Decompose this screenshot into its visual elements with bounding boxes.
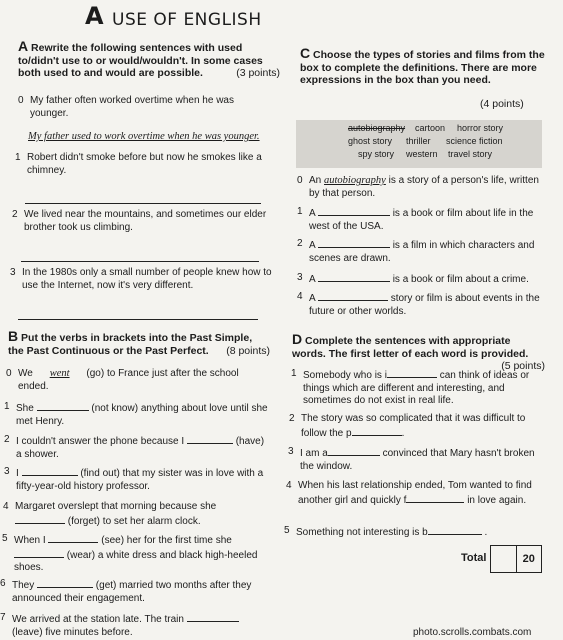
section-a-points: (3 points) — [236, 67, 280, 79]
section-d-item-2: 2 The story was so complicated that it was difficult to follow the p . — [289, 413, 526, 439]
example-answer-a: My father used to work overtime when he was younger. — [28, 131, 260, 142]
blank-d2[interactable] — [352, 426, 402, 436]
word-cartoon: cartoon — [415, 123, 446, 133]
blank-d3[interactable] — [328, 446, 380, 456]
blank-d5[interactable] — [428, 525, 482, 535]
blank-c3[interactable] — [318, 272, 390, 282]
section-b-item-2: 2 I couldn't answer the phone because I (have) a shower. — [4, 434, 265, 460]
section-c-points: (4 points) — [480, 98, 524, 110]
section-b-item-5: 5 When I (see) her for the first time she (wear) a white dress and black high-heeled shoes. — [2, 533, 258, 573]
title-letter: A — [85, 2, 104, 30]
section-d-item-4: 4 When his last relationship ended, Tom wanted to find another girl and quickly f in love again. — [286, 480, 532, 506]
blank-d1[interactable] — [387, 368, 437, 378]
watermark: photo.scrolls.combats.com — [413, 627, 532, 638]
blank-b5a[interactable] — [48, 533, 98, 543]
section-b-points: (8 points) — [226, 344, 270, 357]
blank-b7[interactable] — [187, 612, 239, 622]
blank-c2[interactable] — [318, 238, 390, 248]
section-d-item-5: 5 Something not interesting is b . — [284, 525, 488, 538]
word-autobiography: autobiography — [348, 123, 406, 133]
section-c-instruction: C Choose the types of stories and films from the box to complete the definitions. There are more expressions in the box than you need. — [300, 45, 545, 86]
blank-b2[interactable] — [187, 434, 233, 444]
word-ghost-story: ghost story — [348, 136, 393, 146]
word-box — [296, 120, 542, 168]
section-c-item-2: 2 A is a film in which characters and scenes are drawn. — [297, 238, 535, 264]
total-score-box — [490, 545, 542, 573]
section-c-item-0: 0 An autobiography is a story of a person's life, written by that person. — [297, 175, 539, 199]
section-c-item-4: 4 A story or film is about events in the future or other worlds. — [297, 291, 540, 317]
section-b-item-0: 0 We went (go) to France just after the school ended. — [6, 368, 239, 392]
section-a-item-0: 0 My father often worked overtime when he was younger. — [18, 95, 234, 119]
section-b-item-7: 7 We arrived at the station late. The train (leave) five minutes before. — [0, 612, 265, 639]
blank-b4[interactable] — [15, 514, 65, 524]
section-d-points: (5 points) — [501, 360, 545, 372]
section-a-item-2: 2 We lived near the mountains, and sometimes our elder brother took us climbing. — [12, 209, 267, 233]
blank-d4[interactable] — [406, 493, 464, 503]
section-c-item-1: 1 A is a book or film about life in the west of the USA. — [297, 206, 534, 232]
blank-c1[interactable] — [318, 206, 390, 216]
blank-b5b[interactable] — [14, 548, 64, 558]
word-western: western — [406, 149, 438, 159]
blank-c4[interactable] — [318, 291, 388, 301]
section-a-item-1: 1 Robert didn't smoke before but now he smokes like a chimney. — [15, 152, 262, 176]
section-d-item-1: 1 Somebody who is i can think of ideas or things which are different and interesting, and sometimes do not exist in real life. — [291, 368, 530, 406]
blank-b3[interactable] — [22, 466, 78, 476]
section-d-instruction: D Complete the sentences with appropriate words. The first letter of each word is provided. (5 points) — [292, 331, 545, 372]
example-answer-c: autobiography — [324, 175, 386, 186]
answer-line-a2[interactable] — [21, 260, 259, 262]
section-b-item-1: 1 She (not know) anything about love until she met Henry. — [4, 401, 268, 427]
word-spy-story: spy story — [358, 149, 395, 159]
section-b-instruction: B Put the verbs in brackets into the Past Simple, the Past Continuous or the Past Perfect. (8 points) — [8, 328, 270, 357]
total-label: Total — [461, 552, 487, 564]
page-title: USE OF ENGLISH — [112, 10, 262, 30]
word-thriller: thriller — [406, 136, 431, 146]
answer-line-a1[interactable] — [25, 202, 261, 204]
answer-line-a3[interactable] — [18, 318, 258, 320]
blank-b1[interactable] — [37, 401, 89, 411]
word-travel-story: travel story — [448, 149, 493, 159]
section-b-item-4: 4 Margaret overslept that morning because she (forget) to set her alarm clock. — [3, 501, 217, 527]
total-points: 20 — [522, 553, 535, 565]
section-c-item-3: 3 A is a book or film about a crime. — [297, 272, 529, 285]
example-answer-b: went — [49, 368, 70, 379]
section-a — [18, 40, 280, 80]
section-d-item-3: 3 I am a convinced that Mary hasn't broken the window. — [288, 446, 535, 472]
score-cell[interactable] — [491, 546, 517, 572]
word-horror-story: horror story — [457, 123, 504, 133]
section-b-item-6: 6 They (get) married two months after they announced their engagement. — [0, 578, 252, 604]
blank-b6[interactable] — [37, 578, 93, 588]
section-b-item-3: 3 I (find out) that my sister was in love with a fifty-year-old history professor. — [4, 466, 264, 492]
word-science-fiction: science fiction — [446, 136, 503, 146]
section-a-item-3: 3 In the 1980s only a small number of people knew how to use the Internet, now it's very different. — [10, 267, 272, 291]
section-a-instruction: A Rewrite the following sentences with used to/didn't use to or would/wouldn't. In some cases both used to and would are possible. (3 points) — [18, 38, 280, 79]
